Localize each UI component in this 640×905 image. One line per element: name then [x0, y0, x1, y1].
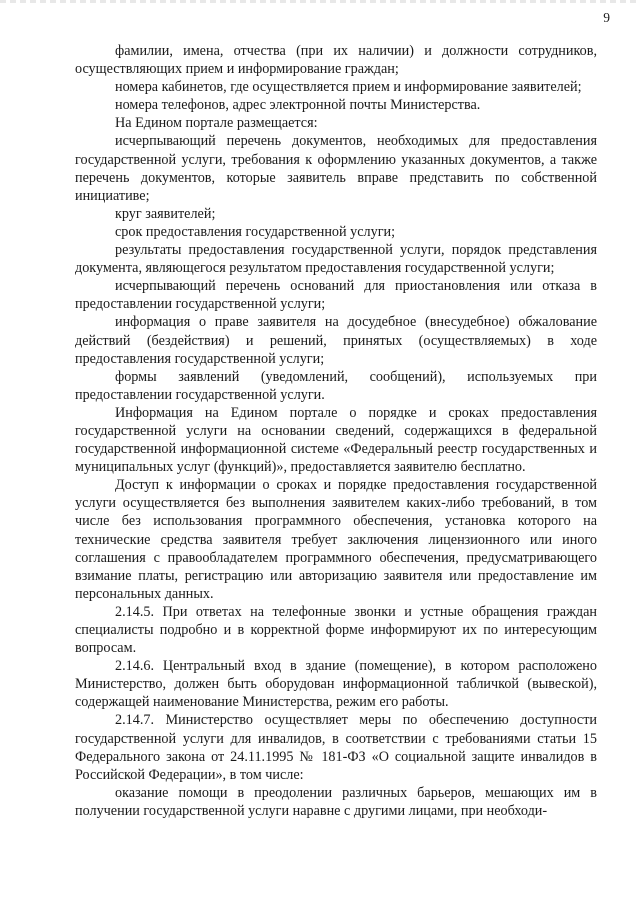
paragraph-refusal-grounds: исчерпывающий перечень оснований для приостановления или отказа в предоставлении государственной услуги; — [75, 278, 597, 313]
paragraph-2-14-7: 2.14.7. Министерство осуществляет меры по обеспечению доступности государственной услуги для инвалидов, в соответствии с требованиями статьи 15 Федерального закона от 24.11.1995 № 181-ФЗ «О социальной защите инвалидов в Российской Федерации», в том числе: — [75, 712, 597, 783]
paragraph-documents-list: исчерпывающий перечень документов, необходимых для предоставления государственной услуги, требования к оформлению указанных документов, а также перечень документов, которые заявитель вправе представить по собственной инициативе; — [75, 133, 597, 204]
document-body — [75, 42, 597, 820]
paragraph-service-term: срок предоставления государственной услуги; — [115, 223, 396, 240]
paragraph-information-access: Доступ к информации о сроках и порядке предоставления государственной услуги осуществляется без выполнения заявителем каких-либо требований, в том числе без использования программного обеспечения, установка которого на технические средства заявителя требует заключения лицензионного или иного соглашения с правообладателем программного обеспечения, предусматривающего взимание платы, регистрацию или авторизацию заявителя или предоставление им персональных данных. — [75, 477, 597, 602]
paragraph-service-results: результаты предоставления государственной услуги, порядок представления документа, являющегося результатом предоставления государственной услуги; — [75, 242, 597, 277]
paragraph-portal-information: Информация на Едином портале о порядке и сроках предоставления государственной услуги на основании сведений, содержащихся в федеральной государственной информационной системе «Федеральный реестр государственных и муниципальных услуг (функций)», предоставляется заявителю бесплатно. — [75, 404, 597, 476]
paragraph-portal-intro: На Едином портале размещается: — [115, 115, 318, 132]
paragraph-applicants: круг заявителей; — [115, 205, 216, 222]
paragraph-office-numbers: номера кабинетов, где осуществляется прием и информирование заявителей; — [115, 79, 582, 96]
paragraph-2-14-6: 2.14.6. Центральный вход в здание (помещение), в котором расположено Министерство, должен быть оборудован информационной табличкой (вывеской), содержащей наименование Министерства, режим его работы. — [75, 658, 597, 711]
paragraph-staff-names: фамилии, имена, отчества (при их наличии) и должности сотрудников, осуществляющих прием и информирование граждан; — [75, 43, 597, 78]
paragraph-phone-email: номера телефонов, адрес электронной почты Министерства. — [115, 97, 481, 114]
scan-edge-artifact — [0, 0, 640, 3]
paragraph-barrier-assistance: оказание помощи в преодолении различных барьеров, мешающих им в получении государственной услуги наравне с другими лицами, при необходи- — [75, 784, 597, 819]
page-number: 9 — [603, 10, 610, 25]
paragraph-appeal-rights: информация о праве заявителя на досудебное (внесудебное) обжалование действий (бездействия) и решений, принятых (осуществляемых) в ходе предоставления государственной услуги; — [75, 314, 597, 367]
paragraph-application-forms: формы заявлений (уведомлений, сообщений), используемых при предоставлении государственной услуги. — [75, 368, 597, 403]
paragraph-2-14-5: 2.14.5. При ответах на телефонные звонки и устные обращения граждан специалисты подробно и в корректной форме информируют их по интересующим вопросам. — [75, 603, 597, 657]
